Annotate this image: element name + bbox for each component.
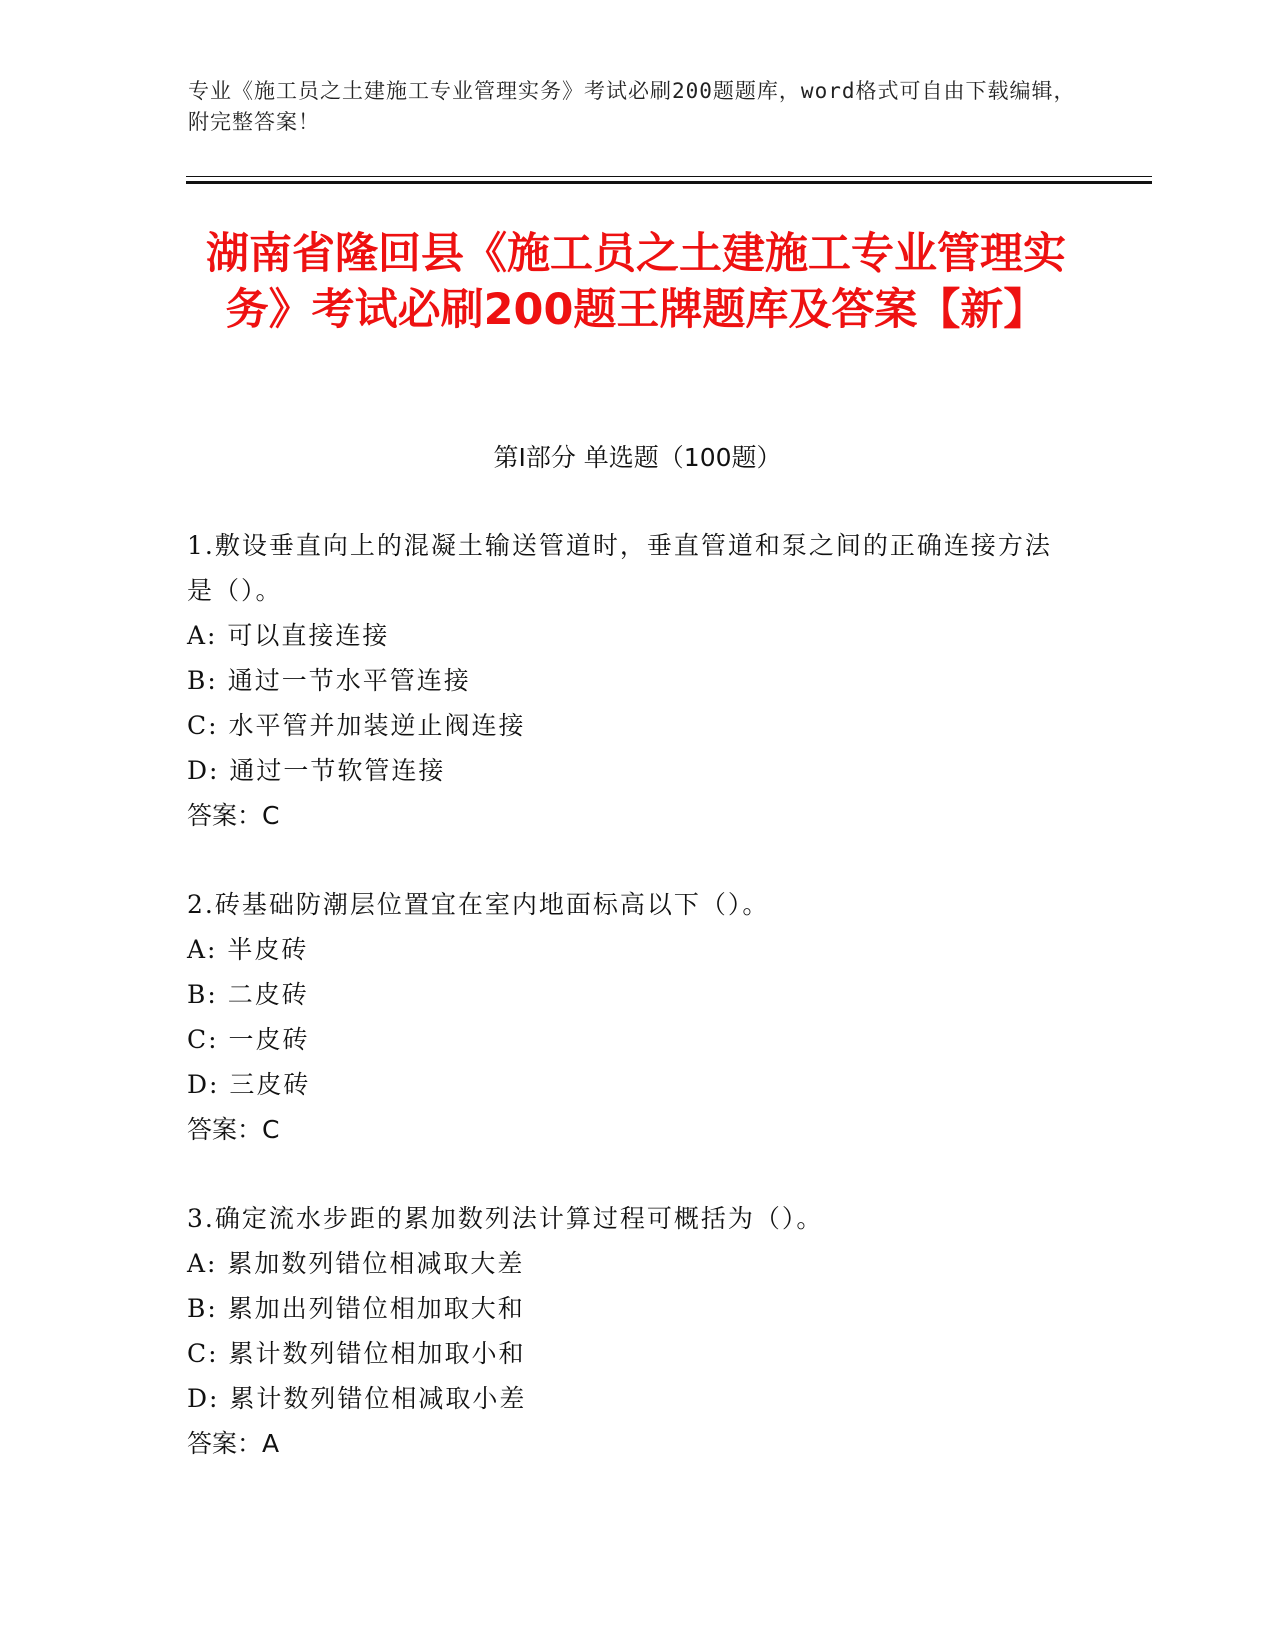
question-option: B: 累加出列错位相加取大和	[187, 1294, 525, 1323]
section-title: 第Ⅰ部分 单选题（100题）	[493, 443, 782, 472]
question-item	[187, 523, 1067, 838]
question-stem: 3.确定流水步距的累加数列法计算过程可概括为（）。	[187, 1204, 824, 1233]
answer-label: 答案：	[187, 1115, 263, 1144]
question-option: C: 一皮砖	[187, 1025, 310, 1054]
answer-value: C	[262, 801, 280, 830]
question-option: B: 二皮砖	[187, 980, 309, 1009]
question-list	[187, 523, 1067, 1510]
question-stem: 2.砖基础防潮层位置宜在室内地面标高以下（）。	[187, 890, 770, 919]
answer-value: C	[262, 1115, 280, 1144]
answer-value: A	[262, 1429, 280, 1458]
question-option: D: 通过一节软管连接	[187, 756, 446, 785]
question-option: D: 累计数列错位相减取小差	[187, 1384, 527, 1413]
question-option: A: 半皮砖	[187, 935, 309, 964]
header-divider-thick	[186, 181, 1152, 184]
answer-label: 答案：	[187, 1429, 263, 1458]
question-answer	[187, 1421, 1067, 1466]
question-option: C: 水平管并加装逆止阀连接	[187, 711, 526, 740]
question-option: B: 通过一节水平管连接	[187, 666, 471, 695]
question-answer	[187, 1107, 1067, 1152]
header-divider-thin	[186, 176, 1152, 177]
question-option: A: 可以直接连接	[187, 621, 390, 650]
answer-label: 答案：	[187, 801, 263, 830]
question-stem: 1.敷设垂直向上的混凝土输送管道时，垂直管道和泵之间的正确连接方法是（）。	[187, 531, 1052, 605]
header-note: 专业《施工员之土建施工专业管理实务》考试必刷200题题库，word格式可自由下载编辑，附完整答案！	[188, 79, 1076, 134]
question-option: A: 累加数列错位相减取大差	[187, 1249, 525, 1278]
question-option: D: 三皮砖	[187, 1070, 311, 1099]
question-option: C: 累计数列错位相加取小和	[187, 1339, 526, 1368]
question-item	[187, 882, 1067, 1152]
document-title: 湖南省隆回县《施工员之土建施工专业管理实务》考试必刷200题王牌题库及答案【新】	[206, 229, 1066, 335]
question-item	[187, 1196, 1067, 1466]
question-answer	[187, 793, 1067, 838]
